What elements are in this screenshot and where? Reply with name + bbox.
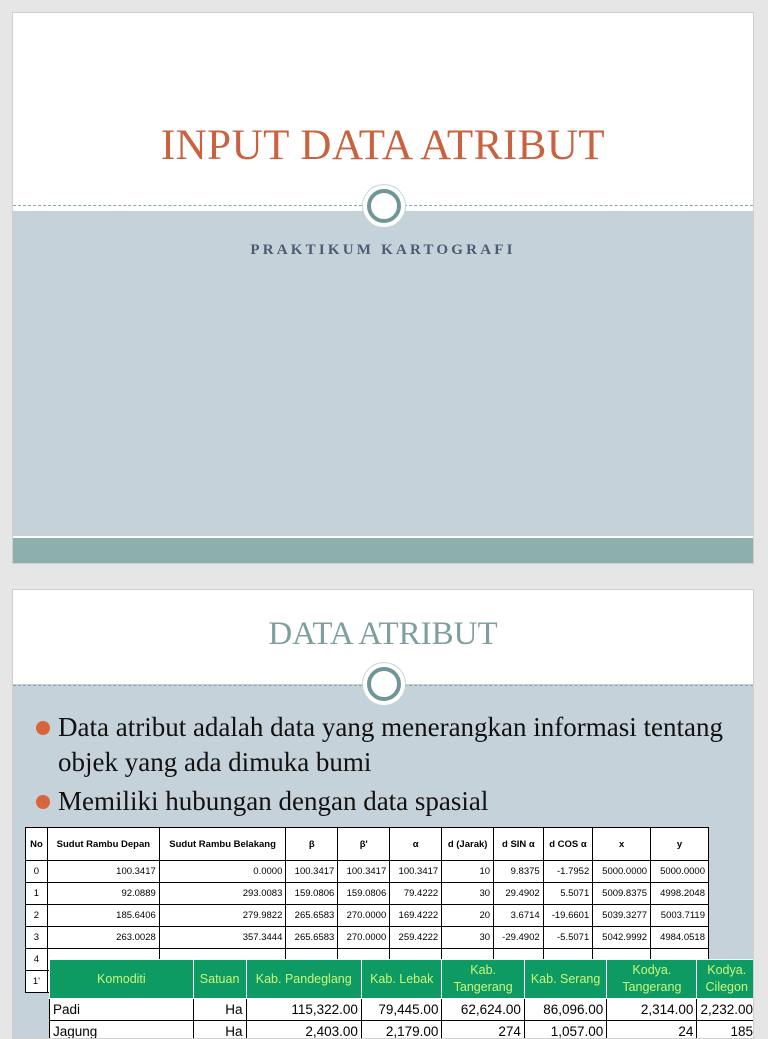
table-cell: 3 — [26, 927, 48, 949]
bullet-item — [33, 784, 733, 819]
bullet-dot-icon — [36, 795, 50, 809]
table-row — [50, 999, 755, 1021]
column-header: Kab. Tangerang — [442, 960, 524, 999]
table-cell: Ha — [193, 1021, 246, 1039]
title-slide — [12, 12, 754, 564]
title-slide-blue-panel — [13, 211, 753, 536]
bullet-text: Memiliki hubungan dengan data spasial — [58, 786, 488, 816]
table-cell: 30 — [442, 883, 494, 905]
table-cell: 4998.2048 — [651, 883, 709, 905]
table-cell: 30 — [442, 927, 494, 949]
column-header: d (Jarak) — [442, 828, 494, 861]
table-cell: 29.4902 — [494, 883, 544, 905]
table-cell: Ha — [193, 999, 246, 1021]
column-header: Kab. Serang — [524, 960, 606, 999]
table-cell: 4984.0518 — [651, 927, 709, 949]
table-cell: 2,232.00 — [697, 999, 754, 1021]
table-cell: 5.5071 — [543, 883, 593, 905]
column-header: α — [390, 828, 442, 861]
table-header-row — [50, 960, 755, 999]
table-cell: 2 — [26, 905, 48, 927]
table-cell: 2,179.00 — [361, 1021, 442, 1039]
table-cell: 1' — [26, 971, 48, 993]
table-cell: -1.7952 — [543, 861, 593, 883]
table-cell: 159.0806 — [286, 883, 338, 905]
column-header: β — [286, 828, 338, 861]
table-cell: 115,322.00 — [246, 999, 361, 1021]
table-cell: 274 — [442, 1021, 524, 1039]
table-cell: 263.0028 — [47, 927, 159, 949]
table-cell: 5000.0000 — [593, 861, 651, 883]
table-row — [26, 861, 709, 883]
table-cell: -19.6601 — [543, 905, 593, 927]
bullet-text: Data atribut adalah data yang menerangkan informasi tentang objek yang ada dimuka bumi — [58, 712, 723, 777]
table-cell: 10 — [442, 861, 494, 883]
table-cell: -29.4902 — [494, 927, 544, 949]
table-cell: 169.4222 — [390, 905, 442, 927]
table-cell: 0 — [26, 861, 48, 883]
table-cell: 1,057.00 — [524, 1021, 606, 1039]
table-cell: 5039.3277 — [593, 905, 651, 927]
table-cell: 100.3417 — [286, 861, 338, 883]
table-cell: 159.0806 — [338, 883, 390, 905]
table-cell: 100.3417 — [338, 861, 390, 883]
table-cell: 279.9822 — [159, 905, 286, 927]
column-header: Satuan — [193, 960, 246, 999]
column-header: Kodya. Tangerang — [607, 960, 697, 999]
footer-band — [13, 538, 753, 564]
table-cell: Padi — [50, 999, 194, 1021]
commodity-table-body — [50, 999, 755, 1039]
bullet-item — [33, 710, 733, 780]
column-header: x — [593, 828, 651, 861]
table-cell: 100.3417 — [390, 861, 442, 883]
table-cell: 5009.8375 — [593, 883, 651, 905]
table-cell: 20 — [442, 905, 494, 927]
bullet-list — [33, 710, 733, 823]
slide-subtitle: PRAKTIKUM KARTOGRAFI — [13, 242, 753, 259]
column-header: Kab. Pandeglang — [246, 960, 361, 999]
content-slide — [12, 589, 754, 1039]
table-cell: 92.0889 — [47, 883, 159, 905]
table-cell: 270.0000 — [338, 905, 390, 927]
table-cell: 5042.9992 — [593, 927, 651, 949]
table-cell: -5.5071 — [543, 927, 593, 949]
table-cell: 293.0083 — [159, 883, 286, 905]
table-cell: 62,624.00 — [442, 999, 524, 1021]
table-cell: 100.3417 — [47, 861, 159, 883]
commodity-table — [49, 959, 754, 1039]
column-header: Sudut Rambu Belakang — [159, 828, 286, 861]
bullet-dot-icon — [36, 721, 50, 735]
column-header: Kab. Lebak — [361, 960, 442, 999]
column-header: No — [26, 828, 48, 861]
ring-ornament-icon — [363, 663, 405, 705]
column-header: Komoditi — [50, 960, 194, 999]
table-cell: 3.6714 — [494, 905, 544, 927]
table-cell: 4 — [26, 949, 48, 971]
table-cell: 79.4222 — [390, 883, 442, 905]
table-cell: 79,445.00 — [361, 999, 442, 1021]
column-header: β' — [338, 828, 390, 861]
table-cell: 2,314.00 — [607, 999, 697, 1021]
table-row — [50, 1021, 755, 1039]
column-header: y — [651, 828, 709, 861]
table-cell: 265.6583 — [286, 905, 338, 927]
table-cell: 357.3444 — [159, 927, 286, 949]
table-cell: Jagung — [50, 1021, 194, 1039]
table-cell: 86,096.00 — [524, 999, 606, 1021]
slide-heading: DATA ATRIBUT — [13, 616, 753, 653]
table-row — [26, 927, 709, 949]
column-header: Kodya. Cilegon — [697, 960, 754, 999]
column-header: d COS α — [543, 828, 593, 861]
table-cell: 2,403.00 — [246, 1021, 361, 1039]
table-cell: 265.6583 — [286, 927, 338, 949]
table-row — [26, 883, 709, 905]
table-cell: 1 — [26, 883, 48, 905]
table-cell: 185.6406 — [47, 905, 159, 927]
table-cell: 0.0000 — [159, 861, 286, 883]
table-row — [26, 905, 709, 927]
table-header-row — [26, 828, 709, 861]
table-cell: 5000.0000 — [651, 861, 709, 883]
table-cell: 185 — [697, 1021, 754, 1039]
table-cell: 9.8375 — [494, 861, 544, 883]
table-cell: 270.0000 — [338, 927, 390, 949]
table-cell: 5003.7119 — [651, 905, 709, 927]
column-header: Sudut Rambu Depan — [47, 828, 159, 861]
table-cell: 24 — [607, 1021, 697, 1039]
table-cell: 259.4222 — [390, 927, 442, 949]
slide-title: INPUT DATA ATRIBUT — [13, 121, 753, 170]
column-header: d SIN α — [494, 828, 544, 861]
ring-ornament-icon — [363, 185, 405, 227]
